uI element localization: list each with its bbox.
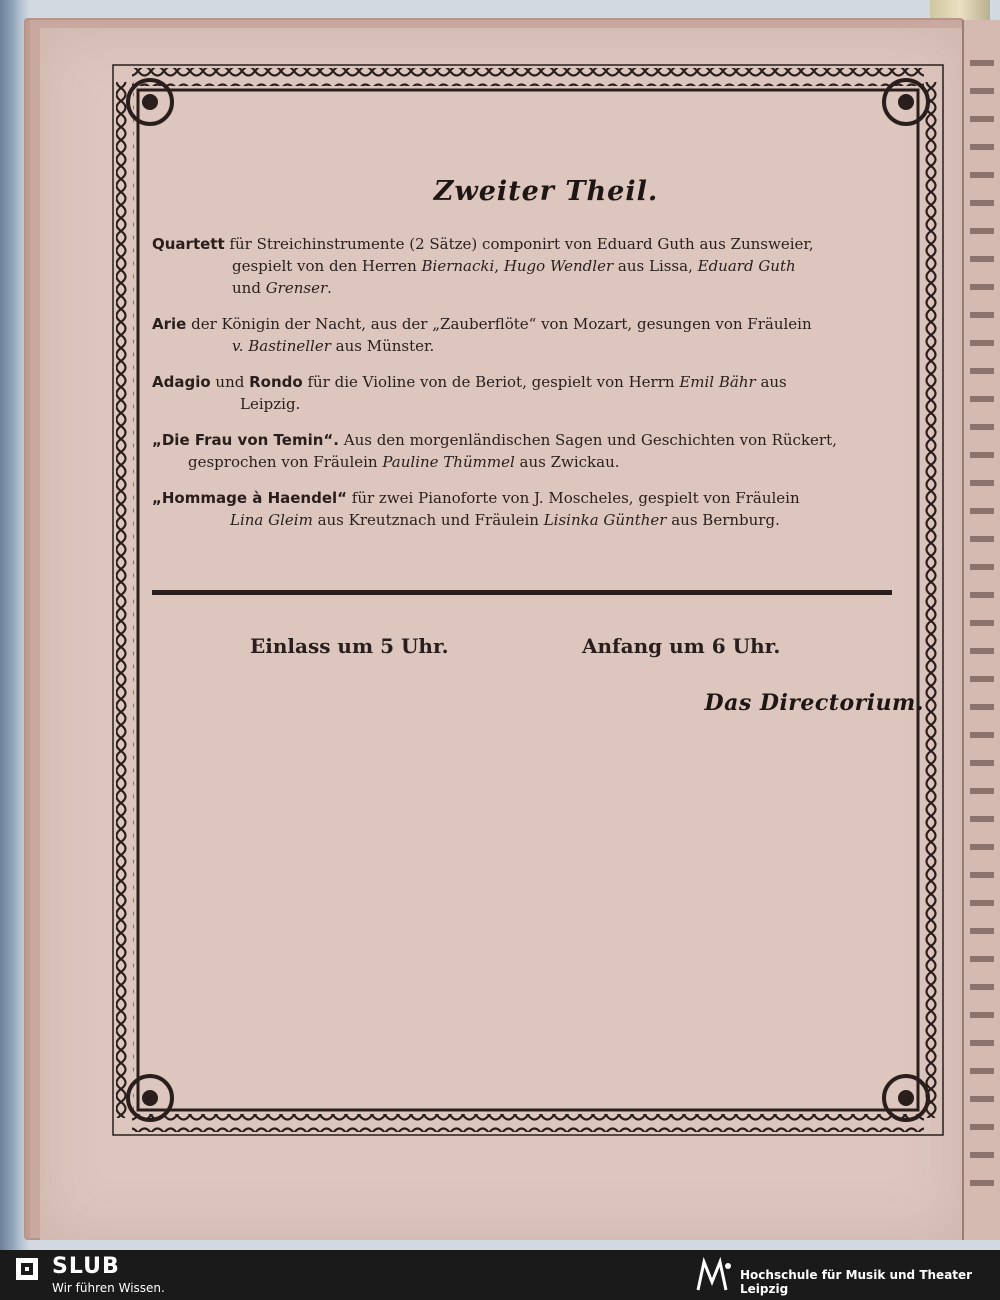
- entry-title: „Die Frau von Temin“.: [152, 431, 339, 449]
- entry-text: aus Lissa,: [613, 257, 698, 275]
- hmt-logo-icon: [694, 1256, 734, 1294]
- entry-title: Rondo: [249, 373, 303, 391]
- signoff: Das Directorium.: [704, 690, 924, 716]
- entry-text: der Königin der Nacht, aus der „Zauberflöte“ von Mozart, gesungen von Fräulein: [191, 315, 812, 333]
- programme-entry-hommage: [152, 487, 902, 531]
- entry-text: aus: [755, 373, 787, 391]
- facing-page-edge: [962, 20, 1000, 1240]
- slub-logo-icon: [16, 1258, 38, 1280]
- entry-text: und: [210, 373, 250, 391]
- performer-name: Biernacki: [421, 257, 495, 275]
- entry-title: Quartett: [152, 235, 225, 253]
- performer-name: Eduard Guth: [697, 257, 796, 275]
- entry-text: aus Münster.: [330, 337, 435, 355]
- entry-text: für Streichinstrumente (2 Sätze) componirt von Eduard Guth aus Zunsweier,: [229, 235, 814, 253]
- programme-entry-adagio-rondo: [152, 371, 902, 415]
- admission-time: Einlass um 5 Uhr.: [250, 634, 449, 658]
- programme-entry-quartett: [152, 233, 902, 299]
- programme-content: [152, 176, 902, 545]
- section-heading: Zweiter Theil.: [433, 176, 659, 207]
- entry-text: .: [327, 279, 332, 297]
- entry-text: gespielt von den Herren: [232, 257, 422, 275]
- entry-text: für zwei Pianoforte von J. Moscheles, gespielt von Fräulein: [347, 489, 800, 507]
- performer-name: Grenser: [265, 279, 328, 297]
- performer-name: Pauline Thümmel: [382, 453, 515, 471]
- entry-text: Aus den morgenländischen Sagen und Geschichten von Rückert,: [338, 431, 837, 449]
- programme-entry-frau-von-temin: [152, 429, 902, 473]
- bookmark-ribbon: [930, 0, 990, 20]
- entry-text: ,: [494, 257, 504, 275]
- entry-text: für die Violine von de Beriot, gespielt von Herrn: [302, 373, 680, 391]
- entry-text: Leipzig.: [240, 395, 301, 413]
- entry-title: Adagio: [152, 373, 211, 391]
- performer-name: Hugo Wendler: [503, 257, 614, 275]
- performer-name: Lisinka Günther: [543, 511, 667, 529]
- slub-tagline: Wir führen Wissen.: [52, 1281, 165, 1295]
- hmt-brand[interactable]: Hochschule für Musik und Theater Leipzig: [740, 1268, 973, 1296]
- performer-name: Emil Bähr: [679, 373, 756, 391]
- entry-title: „Hommage à Haendel“: [152, 489, 348, 507]
- entry-text: gesprochen von Fräulein: [188, 453, 383, 471]
- entry-text: aus Zwickau.: [514, 453, 620, 471]
- performer-name: v. Bastineller: [232, 337, 331, 355]
- entry-text: aus Kreutznach und Fräulein: [312, 511, 544, 529]
- entry-title: Arie: [152, 315, 187, 333]
- start-time: Anfang um 6 Uhr.: [582, 634, 781, 658]
- programme-entry-arie: [152, 313, 902, 357]
- entry-text: und: [232, 279, 266, 297]
- performer-name: Lina Gleim: [230, 511, 313, 529]
- facing-page-ornament: [970, 60, 994, 1200]
- section-divider: [152, 590, 892, 595]
- footer-bar: [0, 1250, 1000, 1300]
- slub-brand[interactable]: SLUB: [52, 1254, 120, 1279]
- entry-text: aus Bernburg.: [666, 511, 780, 529]
